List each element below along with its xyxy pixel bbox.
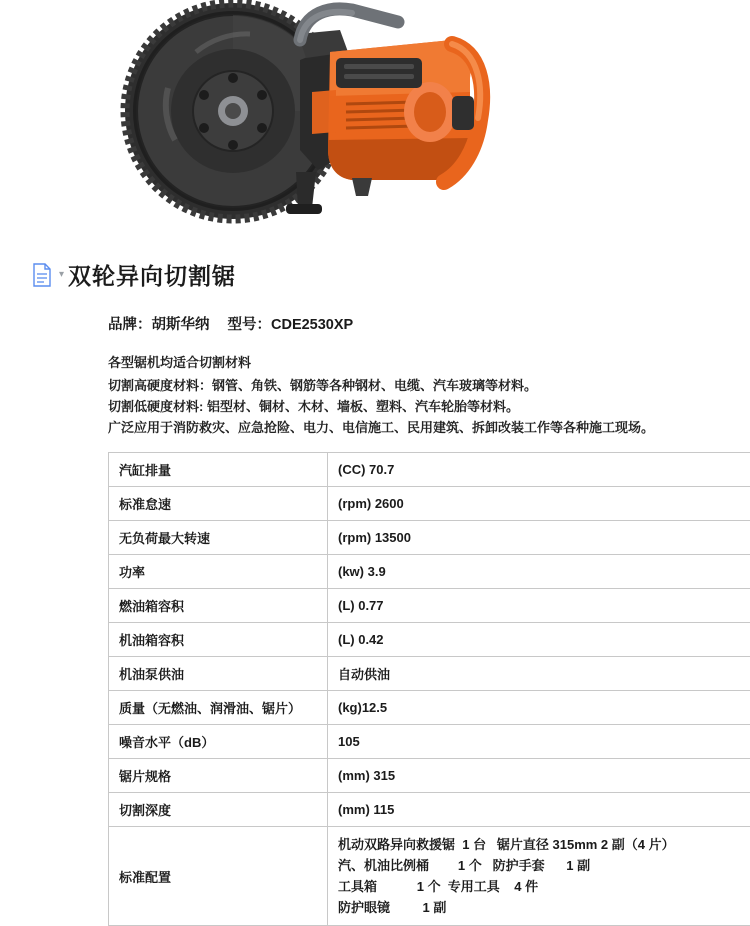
config-line: 工具箱 1 个 专用工具 4 件 [338, 876, 750, 897]
product-image [0, 0, 750, 240]
spec-table-wrap [0, 452, 750, 926]
table-row [109, 453, 750, 487]
spec-key: 标准配置 [109, 827, 328, 926]
spec-key: 燃油箱容积 [109, 589, 328, 623]
spec-key: 机油箱容积 [109, 623, 328, 657]
table-row [109, 657, 750, 691]
table-row [109, 759, 750, 793]
spec-value-config [328, 827, 750, 926]
brand-label: 品牌： [108, 317, 152, 333]
table-row [109, 793, 750, 827]
spec-key: 标准怠速 [109, 487, 328, 521]
table-row [109, 487, 750, 521]
spec-value: (rpm) 13500 [328, 521, 750, 555]
model-value: CDE2530XP [271, 317, 353, 333]
spec-value: 105 [328, 725, 750, 759]
spec-value: 自动供油 [328, 657, 750, 691]
spec-table [108, 452, 750, 926]
spec-key: 机油泵供油 [109, 657, 328, 691]
title-row [0, 240, 750, 297]
spec-value: (kg)12.5 [328, 691, 750, 725]
table-row [109, 725, 750, 759]
model-label: 型号： [228, 317, 272, 333]
spec-key: 功率 [109, 555, 328, 589]
brand-model-line [108, 313, 720, 334]
spec-value: (kw) 3.9 [328, 555, 750, 589]
description-line: 切割高硬度材料：钢管、角铁、钢筋等各种钢材、电缆、汽车玻璃等材料。 [108, 375, 720, 396]
spec-value: (mm) 115 [328, 793, 750, 827]
product-info [0, 313, 750, 438]
spec-key: 汽缸排量 [109, 453, 328, 487]
spec-value: (CC) 70.7 [328, 453, 750, 487]
config-line: 汽、机油比例桶 1 个 防护手套 1 副 [338, 855, 750, 876]
document-icon [32, 263, 52, 287]
spec-value: (mm) 315 [328, 759, 750, 793]
config-line: 机动双路异向救援锯 1 台 锯片直径 315mm 2 副（4 片） [338, 834, 750, 855]
table-row [109, 691, 750, 725]
spec-key: 质量（无燃油、润滑油、锯片） [109, 691, 328, 725]
description-line: 切割低硬度材料: 铝型材、铜材、木材、墙板、塑料、汽车轮胎等材料。 [108, 396, 720, 417]
spec-value: (rpm) 2600 [328, 487, 750, 521]
spec-key: 噪音水平（dB） [109, 725, 328, 759]
saw-engine-body [328, 40, 470, 180]
saw-blade-arm-orange [312, 90, 336, 134]
config-line: 防护眼镜 1 副 [338, 897, 750, 918]
table-row [109, 623, 750, 657]
spec-key: 锯片规格 [109, 759, 328, 793]
table-row-config [109, 827, 750, 926]
table-row [109, 555, 750, 589]
description-line: 各型锯机均适合切割材料 [108, 352, 720, 373]
description-line: 广泛应用于消防救灾、应急抢险、电力、电信施工、民用建筑、拆卸改装工作等各种施工现场。 [108, 417, 720, 438]
config-lines [338, 834, 750, 918]
page-title: 双轮异向切割锯 [68, 258, 236, 291]
table-row [109, 589, 750, 623]
document-icon-wrap [0, 263, 60, 287]
spec-key: 无负荷最大转速 [109, 521, 328, 555]
cut-off-saw-illustration [0, 0, 750, 240]
spec-value: (L) 0.77 [328, 589, 750, 623]
spec-key: 切割深度 [109, 793, 328, 827]
spec-value: (L) 0.42 [328, 623, 750, 657]
brand-value: 胡斯华纳 [152, 317, 210, 333]
chevron-down-icon: ▾ [59, 270, 64, 280]
table-row [109, 521, 750, 555]
